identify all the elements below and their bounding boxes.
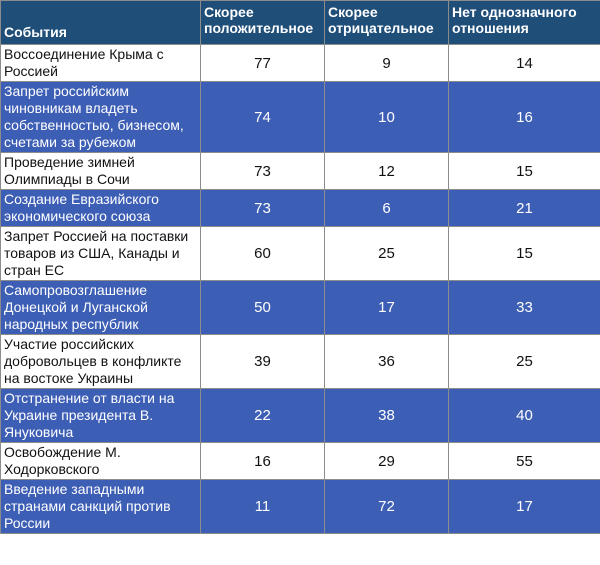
- negative-cell: 25: [325, 227, 449, 281]
- event-cell: Создание Евразийского экономического союза: [1, 190, 201, 227]
- table-row: [1, 480, 600, 534]
- neutral-cell: 17: [449, 480, 600, 534]
- neutral-cell: 16: [449, 82, 600, 153]
- event-cell: Проведение зимней Олимпиады в Сочи: [1, 153, 201, 190]
- negative-cell: 38: [325, 389, 449, 443]
- neutral-cell: 55: [449, 443, 600, 480]
- event-cell: Самопровозглашение Донецкой и Луганской народных республик: [1, 281, 201, 335]
- negative-cell: 9: [325, 45, 449, 82]
- table-row: [1, 227, 600, 281]
- table-row: [1, 82, 600, 153]
- positive-cell: 22: [201, 389, 325, 443]
- table-row: [1, 153, 600, 190]
- positive-cell: 77: [201, 45, 325, 82]
- event-cell: Воссоединение Крыма с Россией: [1, 45, 201, 82]
- table-row: [1, 389, 600, 443]
- positive-cell: 11: [201, 480, 325, 534]
- positive-cell: 74: [201, 82, 325, 153]
- negative-cell: 72: [325, 480, 449, 534]
- event-cell: Освобождение М. Ходорковского: [1, 443, 201, 480]
- negative-cell: 29: [325, 443, 449, 480]
- negative-cell: 36: [325, 335, 449, 389]
- neutral-cell: 14: [449, 45, 600, 82]
- neutral-cell: 25: [449, 335, 600, 389]
- table-row: [1, 335, 600, 389]
- event-cell: Участие российских добровольцев в конфликте на востоке Украины: [1, 335, 201, 389]
- positive-cell: 50: [201, 281, 325, 335]
- positive-cell: 16: [201, 443, 325, 480]
- negative-cell: 10: [325, 82, 449, 153]
- positive-cell: 73: [201, 190, 325, 227]
- event-cell: Введение западными странами санкций против России: [1, 480, 201, 534]
- header-neutral: Нет однозначного отношения: [449, 1, 600, 45]
- event-cell: Запрет российским чиновникам владеть собственностью, бизнесом, счетами за рубежом: [1, 82, 201, 153]
- neutral-cell: 21: [449, 190, 600, 227]
- neutral-cell: 15: [449, 153, 600, 190]
- positive-cell: 73: [201, 153, 325, 190]
- header-row: [1, 1, 600, 45]
- neutral-cell: 40: [449, 389, 600, 443]
- event-cell: Отстранение от власти на Украине президента В. Януковича: [1, 389, 201, 443]
- negative-cell: 12: [325, 153, 449, 190]
- positive-cell: 39: [201, 335, 325, 389]
- header-negative: Скорее отрицательное: [325, 1, 449, 45]
- neutral-cell: 15: [449, 227, 600, 281]
- event-cell: Запрет Россией на поставки товаров из США, Канады и стран ЕС: [1, 227, 201, 281]
- negative-cell: 6: [325, 190, 449, 227]
- neutral-cell: 33: [449, 281, 600, 335]
- negative-cell: 17: [325, 281, 449, 335]
- table-row: [1, 443, 600, 480]
- table-row: [1, 190, 600, 227]
- table-row: [1, 281, 600, 335]
- header-positive: Скорее положительное: [201, 1, 325, 45]
- table-row: [1, 45, 600, 82]
- positive-cell: 60: [201, 227, 325, 281]
- header-events: События: [1, 1, 201, 45]
